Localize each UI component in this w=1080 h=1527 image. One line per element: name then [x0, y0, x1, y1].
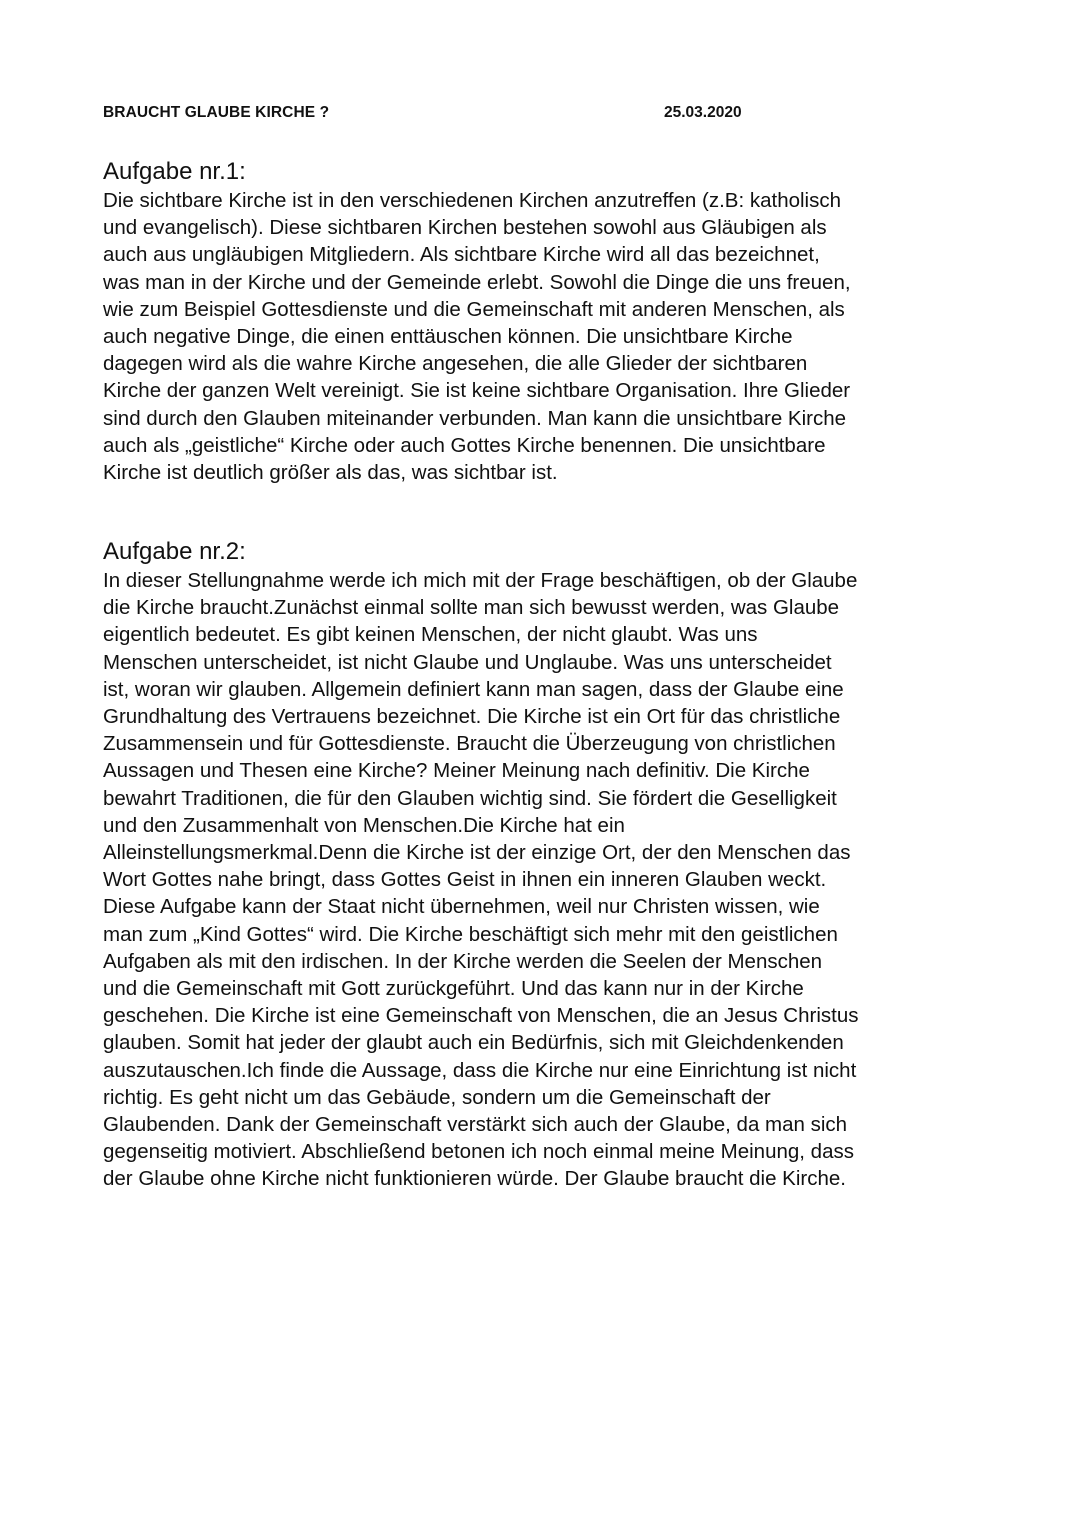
section-heading: Aufgabe nr.1:	[103, 158, 246, 185]
section-aufgabe-1	[103, 157, 983, 486]
section-heading: Aufgabe nr.2:	[103, 538, 246, 565]
section-body: In dieser Stellungnahme werde ich mich mit der Frage beschäftigen, ob der Glaube die Kirche braucht.Zunächst einmal sollte man sich bewusst werden, was Glaube eigentlich bedeutet. Es gibt keinen Menschen, der nicht glaubt. Was uns Menschen unterscheidet, ist nicht Glaube und Unglaube. Was uns unterscheidet ist, woran wir glauben. Allgemein definiert kann man sagen, dass der Glaube eine Grundhaltung des Vertrauens bezeichnet. Die Kirche ist ein Ort für das christliche Zusammensein und für Gottesdienste. Braucht die Überzeugung von christlichen Aussagen und Thesen eine Kirche? Meiner Meinung nach definitiv. Die Kirche bewahrt Traditionen, die für den Glauben wichtig sind. Sie fördert die Geselligkeit und den Zusammenhalt von Menschen.Die Kirche hat ein Alleinstellungsmerkmal.Denn die Kirche ist der einzige Ort, der den Menschen das Wort Gottes nahe bringt, dass Gottes Geist in ihnen ein inneren Glauben weckt. Diese Aufgabe kann der Staat nicht übernehmen, weil nur Christen wissen, wie man zum „Kind Gottes“ wird. Die Kirche beschäftigt sich mehr mit den geistlichen Aufgaben als mit den irdischen. In der Kirche werden die Seelen der Menschen und die Gemeinschaft mit Gott zurückgeführt. Und das kann nur in der Kirche geschehen. Die Kirche ist eine Gemeinschaft von Menschen, die an Jesus Christus glauben. Somit hat jeder der glaubt auch ein Bedürfnis, sich mit Gleichdenkenden auszutauschen.Ich finde die Aussage, dass die Kirche nur eine Einrichtung ist nicht richtig. Es geht nicht um das Gebäude, sondern um die Gemeinschaft der Glaubenden. Dank der Gemeinschaft verstärkt sich auch der Glaube, da man sich gegenseitig motiviert. Abschließend betonen ich noch einmal meine Meinung, dass der Glaube ohne Kirche nicht funktionieren würde. Der Glaube braucht die Kirche.	[103, 569, 859, 1191]
section-body: Die sichtbare Kirche ist in den verschiedenen Kirchen anzutreffen (z.B: katholisch und evangelisch). Diese sichtbaren Kirchen bestehen sowohl aus Gläubigen als auch aus ungläubigen Mitgliedern. Als sichtbare Kirche wird all das bezeichnet, was man in der Kirche und der Gemeinde erlebt. Sowohl die Dinge die uns freuen, wie zum Beispiel Gottesdienste und die Gemeinschaft mit anderen Menschen, als auch negative Dinge, die einen enttäuschen können. Die unsichtbare Kirche dagegen wird als die wahre Kirche angesehen, die alle Glieder der sichtbaren Kirche der ganzen Welt vereinigt. Sie ist keine sichtbare Organisation. Ihre Glieder sind durch den Glauben miteinander verbunden. Man kann die unsichtbare Kirche auch als „geistliche“ Kirche oder auch Gottes Kirche benennen. Die unsichtbare Kirche ist deutlich größer als das, was sichtbar ist.	[103, 189, 851, 485]
document-title: BRAUCHT GLAUBE KIRCHE ?	[103, 104, 330, 121]
document-date: 25.03.2020	[664, 104, 742, 121]
section-aufgabe-2	[103, 537, 983, 1193]
